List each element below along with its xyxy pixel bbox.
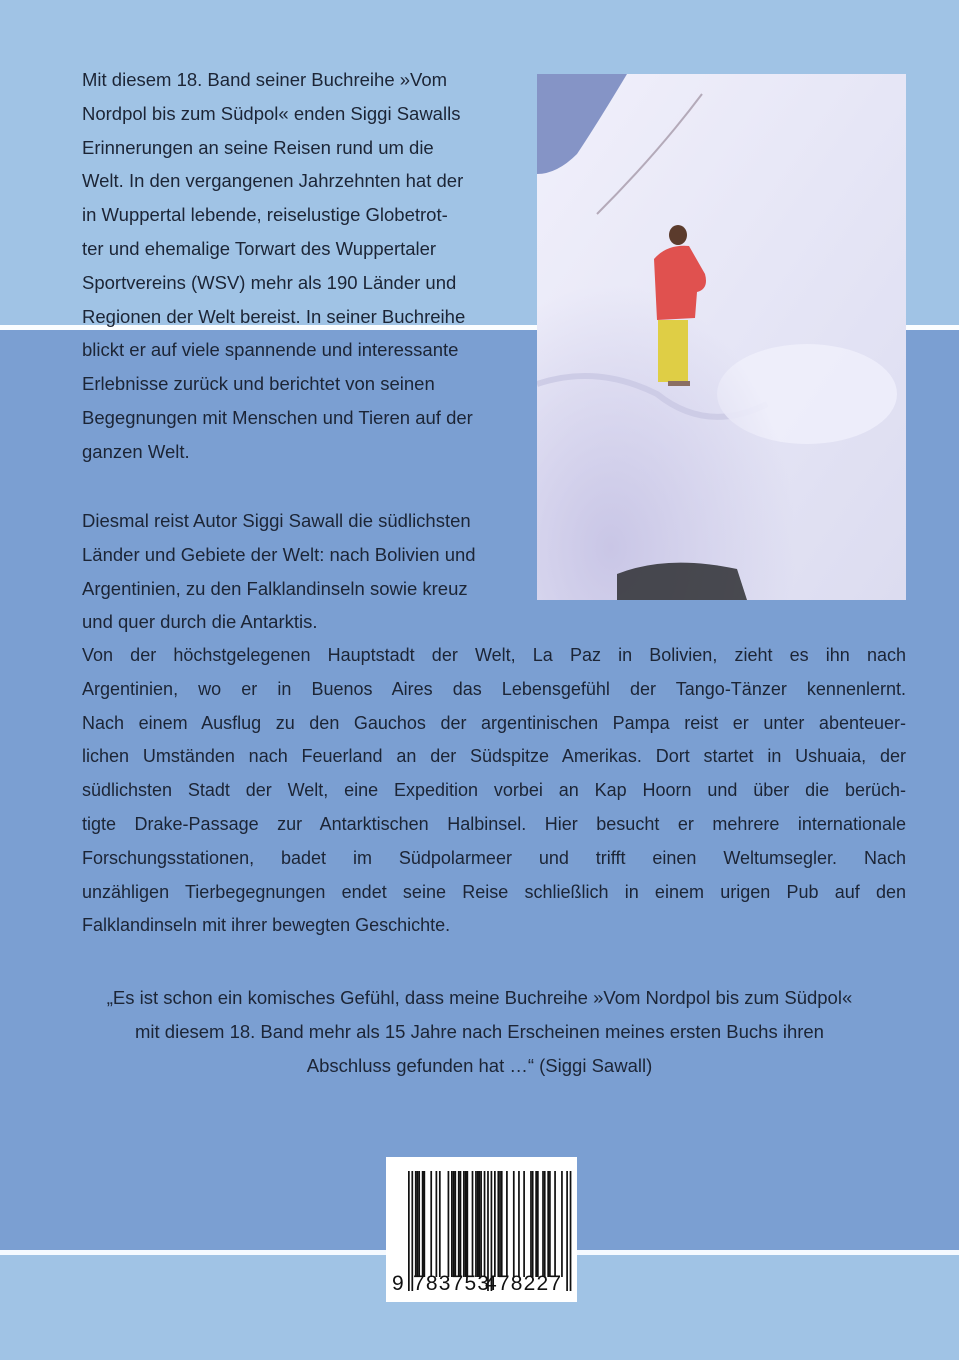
barcode-bar [451, 1171, 453, 1277]
text-line: Argentinien, zu den Falklandinseln sowie kreuz [82, 577, 468, 599]
barcode-bar [566, 1171, 568, 1291]
barcode-bar [570, 1171, 572, 1291]
text-line: tigte Drake-Passage zur Antarktischen Halbinsel. Hier besucht er mehrere internationale [82, 813, 906, 834]
barcode-bar [532, 1171, 534, 1277]
barcode-bar [448, 1171, 450, 1277]
second-paragraph [82, 504, 476, 639]
barcode-bar [472, 1171, 474, 1277]
barcode-bar [436, 1171, 438, 1277]
barcode-bar [465, 1171, 467, 1277]
barcode-bar [439, 1171, 441, 1277]
barcode-bar [542, 1171, 544, 1277]
text-line: ganzen Welt. [82, 440, 190, 462]
text-line: Argentinien, wo er in Buenos Aires das Lebensgefühl der Tango-Tänzer kennenlernt. [82, 678, 906, 699]
intro-paragraph [82, 63, 473, 469]
barcode-bar [484, 1171, 486, 1277]
barcode-bar [554, 1171, 556, 1277]
text-line: lichen Umständen nach Feuerland an der Südspitze Amerikas. Dort startet in Ushuaia, der [82, 746, 906, 767]
text-line: Mit diesem 18. Band seiner Buchreihe »Vom [82, 69, 448, 90]
barcode-bar [477, 1171, 479, 1277]
barcode-bar [494, 1171, 496, 1277]
barcode-bar [418, 1171, 420, 1277]
text-line: Länder und Gebiete der Welt: nach Bolivien und [82, 543, 476, 565]
text-line: Regionen der Welt bereist. In seiner Buchreihe [82, 305, 466, 327]
barcode-bar [497, 1171, 499, 1277]
barcode-bar [408, 1171, 410, 1291]
text-line: und quer durch die Antarktis. [82, 611, 318, 633]
barcode-bar [463, 1171, 465, 1277]
barcode-bar [417, 1171, 419, 1277]
author-quote [40, 981, 919, 1082]
quote-line: „Es ist schon ein komisches Gefühl, dass meine Buchreihe »Vom Nordpol bis zum Südpol« [106, 987, 853, 1008]
text-line: Falklandinseln mit ihrer bewegten Geschichte. [82, 915, 451, 936]
barcode-bar [415, 1171, 417, 1277]
barcode-bar [423, 1171, 425, 1277]
barcode-bar [530, 1171, 532, 1277]
text-line: Nach einem Ausflug zu den Gauchos der argentinischen Pampa reist er unter abenteuer- [82, 712, 906, 733]
barcode-bar [537, 1171, 539, 1277]
barcode-bar [422, 1171, 424, 1277]
barcode-bar [549, 1171, 551, 1277]
barcode-bar [523, 1171, 525, 1277]
barcode-bar [561, 1171, 563, 1277]
isbn-barcode [386, 1157, 577, 1302]
text-line: ter und ehemalige Torwart des Wuppertaler [82, 237, 437, 259]
barcode-bar [430, 1171, 432, 1277]
text-line: Erinnerungen an seine Reisen rund um die [82, 136, 434, 158]
barcode-bar [547, 1171, 549, 1277]
third-paragraph [82, 639, 906, 943]
barcode-bar [454, 1171, 456, 1277]
text-line: Forschungsstationen, badet im Südpolarmeer und trifft einen Weltumsegler. Nach [82, 847, 906, 868]
barcode-bar [544, 1171, 546, 1277]
text-line: Nordpol bis zum Südpol« enden Siggi Sawalls [82, 102, 461, 124]
barcode-bar [480, 1171, 482, 1277]
barcode-bar [499, 1171, 501, 1277]
barcode-bar [518, 1171, 520, 1277]
quote-line: mit diesem 18. Band mehr als 15 Jahre nach Erscheinen meines ersten Buchs ihren [135, 1020, 824, 1042]
text-line: Erlebnisse zurück und berichtet von seinen [82, 373, 435, 395]
cover-photo-snow-wall [537, 74, 906, 600]
quote-line: Abschluss gefunden hat …“ (Siggi Sawall) [306, 1054, 653, 1076]
text-line: Von der höchstgelegenen Hauptstadt der Welt, La Paz in Bolivien, zieht es ihn nach [82, 645, 906, 665]
barcode-first-digit: 9 [392, 1272, 405, 1295]
barcode-bar [479, 1171, 481, 1277]
text-line: Sportvereins (WSV) mehr als 190 Länder und [82, 271, 457, 293]
barcode-bar [535, 1171, 537, 1277]
barcode-bar [506, 1171, 508, 1277]
barcode-bar [501, 1171, 503, 1277]
barcode-bar [513, 1171, 515, 1277]
text-line: blickt er auf viele spannende und interessante [82, 339, 459, 361]
barcode-right-digits: 478227 [485, 1272, 563, 1295]
text-line: in Wuppertal lebende, reiselustige Globetrot- [82, 204, 448, 226]
barcode-bar [466, 1171, 468, 1277]
barcode-bar [475, 1171, 477, 1277]
barcode-left-digits: 783753 [413, 1272, 491, 1295]
barcode-bar [460, 1171, 462, 1277]
barcode-bar [458, 1171, 460, 1277]
text-line: unzähligen Tierbegegnungen endet seine Reise schließlich in einem urigen Pub auf den [82, 881, 906, 902]
barcode-bar [453, 1171, 455, 1277]
text-line: Begegnungen mit Menschen und Tieren auf der [82, 406, 473, 428]
text-line: südlichsten Stadt der Welt, eine Expedition vorbei an Kap Hoorn und über die berüch- [82, 780, 906, 801]
text-line: Diesmal reist Autor Siggi Sawall die südlichsten [82, 510, 471, 531]
text-line: Welt. In den vergangenen Jahrzehnten hat der [82, 170, 464, 192]
